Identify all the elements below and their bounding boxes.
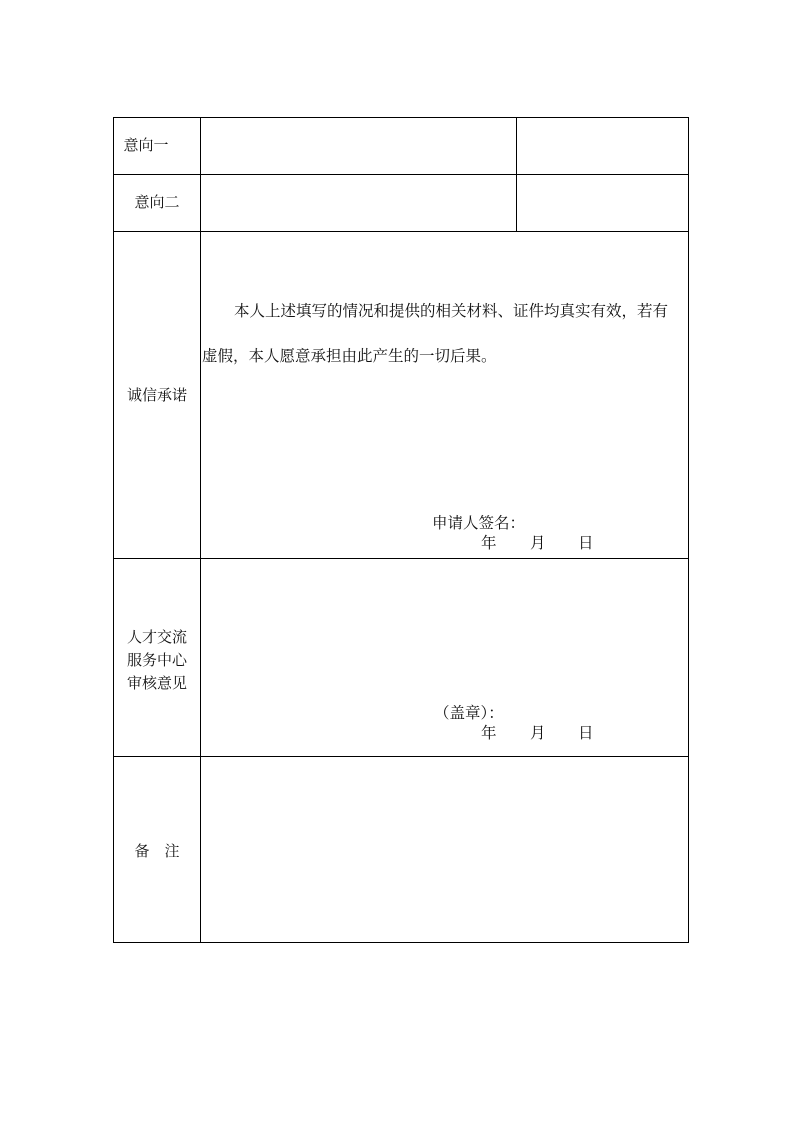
review-date-day: 日 [578, 724, 594, 742]
intent-one-field[interactable] [202, 120, 514, 172]
intent-two-field[interactable] [202, 176, 514, 229]
applicant-signature-field[interactable] [524, 508, 674, 530]
integrity-date-month: 月 [530, 534, 546, 552]
integrity-label: 诚信承诺 [126, 386, 187, 404]
integrity-date-year: 年 [481, 534, 497, 552]
applicant-signature-label: 申请人签名： [432, 514, 526, 532]
intent-column-divider [516, 118, 517, 231]
remarks-label: 备 注 [134, 842, 180, 860]
intent-two-extra-field[interactable] [518, 176, 686, 229]
application-form-table [113, 117, 689, 943]
intent-two-label: 意向二 [134, 193, 180, 211]
remarks-field[interactable] [202, 758, 686, 940]
review-label-line2: 服务中心 [126, 651, 187, 669]
integrity-statement-line1: 本人上述填写的情况和提供的相关材料、证件均真实有效，若有 [234, 302, 669, 320]
integrity-date-day: 日 [578, 534, 594, 552]
review-opinion-field[interactable] [202, 560, 686, 700]
review-date-year: 年 [481, 724, 497, 742]
review-label-line3: 审核意见 [126, 674, 187, 692]
review-label-line1: 人才交流 [126, 628, 187, 646]
intent-one-label: 意向一 [123, 136, 169, 154]
intent-one-extra-field[interactable] [518, 120, 686, 172]
review-date-month: 月 [530, 724, 546, 742]
integrity-statement-line2: 虚假，本人愿意承担由此产生的一切后果。 [202, 347, 497, 365]
label-column-divider [200, 118, 201, 942]
seal-label: （盖章）： [434, 704, 504, 722]
